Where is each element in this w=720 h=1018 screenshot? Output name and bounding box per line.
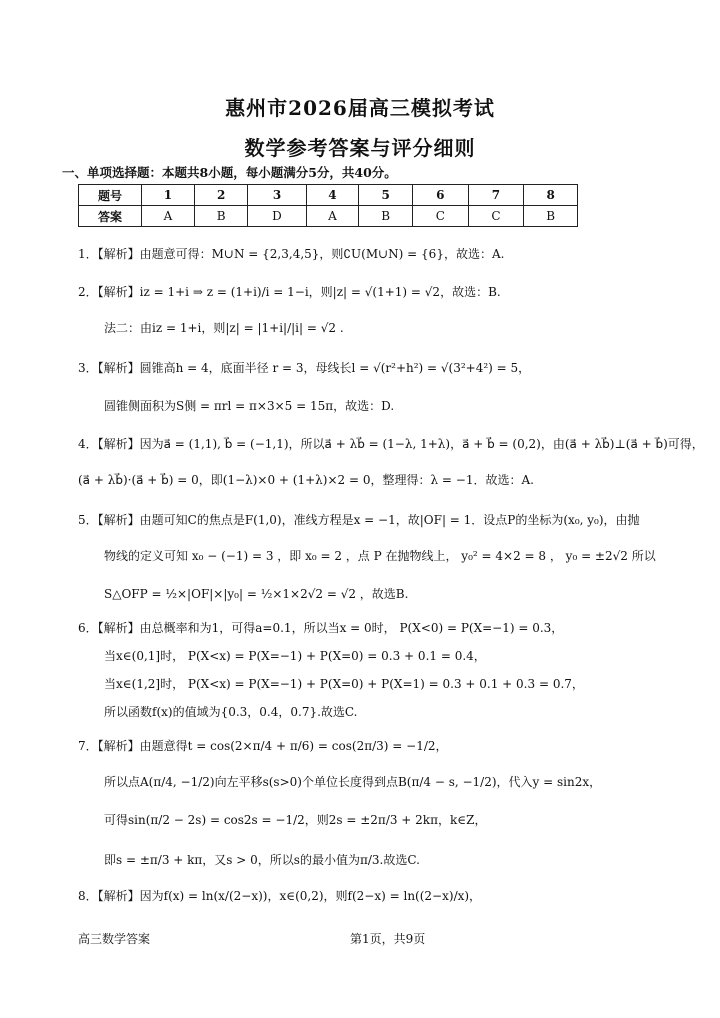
table-cell-answer: B [359, 206, 413, 227]
solution-line-q7-d: 即s = ±π/3 + kπ，又s > 0，所以s的最小值为π/3.故选C. [104, 853, 420, 867]
table-label-answer: 答案 [79, 206, 142, 227]
page-title: 惠州市2026届高三模拟考试 [225, 96, 495, 120]
table-cell-answer: C [412, 206, 468, 227]
table-cell-number: 4 [306, 185, 359, 206]
solution-line-q7: 7．【解析】由题意得t = cos(2×π/4 + π/6) = cos(2π/3) = −1/2， [78, 739, 448, 753]
table-cell-number: 3 [248, 185, 306, 206]
table-cell-answer: B [194, 206, 248, 227]
solution-line-q3-b: 圆锥侧面积为S侧 = πrl = π×3×5 = 15π，故选：D. [104, 399, 395, 413]
solution-line-q6-b: 当x∈(0,1]时， P(X<x) = P(X=−1) + P(X=0) = 0.3 + 0.1 = 0.4， [104, 649, 486, 663]
footer-page-number: 第1页，共9页 [350, 932, 426, 946]
solution-line-q6-d: 所以函数f(x)的值域为{0.3，0.4，0.7}.故选C. [104, 705, 358, 719]
table-cell-number: 1 [142, 185, 195, 206]
answer-table-header-row [79, 185, 578, 206]
table-cell-answer: B [524, 206, 578, 227]
answer-table-answer-row [79, 206, 578, 227]
solution-line-q4: 4．【解析】因为a⃗ = (1,1), b⃗ = (−1,1)，所以a⃗ + λb⃗ = (1−λ, 1+λ)，a⃗ + b⃗ = (0,2)，由(a⃗ + λb⃗)⊥(a⃗ + b⃗)可得， [78, 437, 704, 451]
solution-line-q5: 5．【解析】由题可知C的焦点是F(1,0)，准线方程是x = −1，故|OF| = 1．设点P的坐标为(x₀, y₀)，由抛 [78, 513, 640, 527]
footer-left: 高三数学答案 [78, 932, 151, 946]
table-label-number: 题号 [79, 185, 142, 206]
solution-line-q3: 3．【解析】圆锥高h = 4，底面半径 r = 3，母线长l = √(r²+h²) = √(3²+4²) = 5， [78, 361, 531, 375]
solution-line-q5-b: 物线的定义可知 x₀ − (−1) = 3 ，即 x₀ = 2 ，点 P 在抛物线上， y₀² = 4×2 = 8 ， y₀ = ±2√2 所以 [104, 549, 656, 563]
solution-line-q5-c: S△OFP = ½×|OF|×|y₀| = ½×1×2√2 = √2 ，故选B. [104, 587, 409, 601]
table-cell-number: 7 [468, 185, 524, 206]
solution-line-q7-b: 所以点A(π/4, −1/2)向左平移s(s>0)个单位长度得到点B(π/4 − s, −1/2)，代入y = sin2x， [104, 775, 602, 789]
solution-line-q1: 1．【解析】由题意可得：M∪N = {2,3,4,5}，则∁U(M∪N) = {6}，故选：A. [78, 247, 505, 261]
section-heading: 一、单项选择题：本题共8小题，每小题满分5分，共40分。 [62, 165, 397, 180]
solution-line-q2-alt: 法二：由iz = 1+i，则|z| = |1+i|/|i| = √2 . [104, 321, 344, 335]
table-cell-answer: A [306, 206, 359, 227]
solution-line-q7-c: 可得sin(π/2 − 2s) = cos2s = −1/2，则2s = ±2π/3 + 2kπ，k∈Z， [104, 813, 487, 827]
solution-line-q6: 6．【解析】由总概率和为1，可得a=0.1，所以当x = 0时， P(X<0) = P(X=−1) = 0.3， [78, 621, 564, 635]
table-cell-answer: C [468, 206, 524, 227]
table-cell-number: 2 [194, 185, 248, 206]
solution-line-q6-c: 当x∈(1,2]时， P(X<x) = P(X=−1) + P(X=0) + P(X=1) = 0.3 + 0.1 + 0.3 = 0.7， [104, 677, 584, 691]
table-cell-answer: D [248, 206, 306, 227]
table-cell-answer: A [142, 206, 195, 227]
table-cell-number: 8 [524, 185, 578, 206]
table-cell-number: 5 [359, 185, 413, 206]
solution-line-q8: 8．【解析】因为f(x) = ln(x/(2−x))，x∈(0,2)，则f(2−x) = ln((2−x)/x)， [78, 889, 482, 903]
solution-line-q2: 2．【解析】iz = 1+i ⇒ z = (1+i)/i = 1−i，则|z| = √(1+1) = √2，故选：B. [78, 285, 501, 299]
page-subtitle: 数学参考答案与评分细则 [244, 136, 476, 160]
solution-line-q4-b: (a⃗ + λb⃗)·(a⃗ + b⃗) = 0，即(1−λ)×0 + (1+λ)×2 = 0，整理得：λ = −1．故选：A. [78, 473, 534, 487]
answer-table [78, 184, 578, 227]
table-cell-number: 6 [412, 185, 468, 206]
